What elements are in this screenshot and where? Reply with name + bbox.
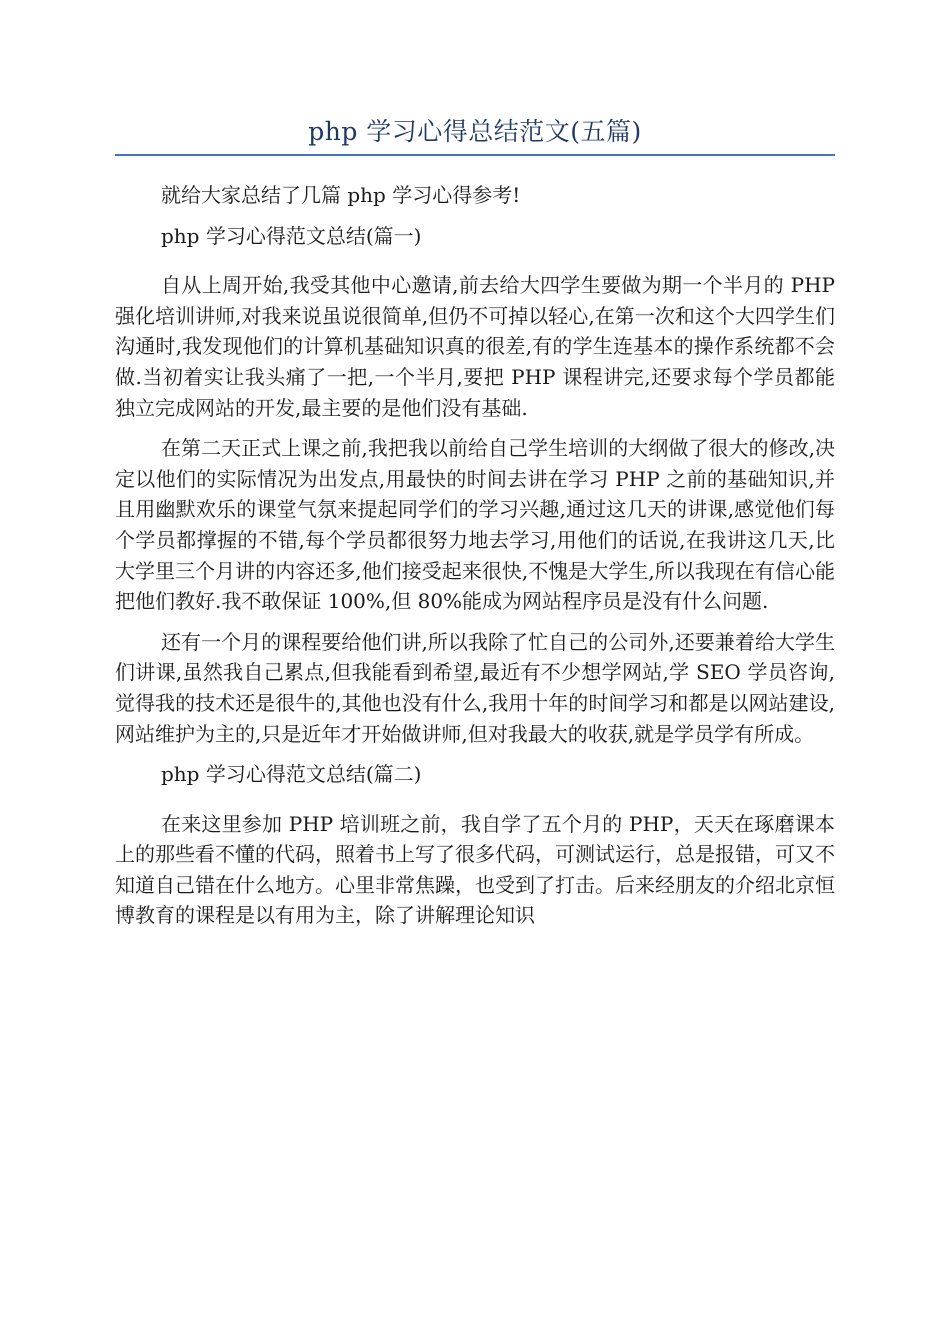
title-underline bbox=[115, 154, 835, 156]
document-body bbox=[115, 180, 835, 941]
body-paragraph: 在第二天正式上课之前,我把我以前给自己学生培训的大纲做了很大的修改,决定以他们的实际情况为出发点,用最快的时间去讲在学习 PHP 之前的基础知识,并且用幽默欢乐的课堂气氛来提起同学们的学习兴趣,通过这几天的讲课,感觉他们每个学员都撑握的不错,每个学员都很努力地去学习,用他们的话说,在我讲这几天,比大学里三个月讲的内容还多,他们接受起来很快,不愧是大学生,所以我现在有信心能把他们教好.我不敢保证 100%,但 80%能成为网站程序员是没有什么问题. bbox=[115, 436, 835, 614]
body-paragraph: 自从上周开始,我受其他中心邀请,前去给大四学生要做为期一个半月的 PHP 强化培训讲师,对我来说虽说很简单,但仍不可掉以轻心,在第一次和这个大四学生们沟通时,我发现他们的计算机基础知识真的很差,有的学生连基本的操作系统都不会做.当初着实让我头痛了一把,一个半月,要把 PHP 课程讲完,还要求每个学员都能独立完成网站的开发,最主要的是他们没有基础. bbox=[115, 273, 835, 420]
document-title: php 学习心得总结范文(五篇) bbox=[308, 117, 642, 146]
section-heading-part-two: php 学习心得范文总结(篇二) bbox=[161, 762, 422, 787]
section-heading-part-one: php 学习心得范文总结(篇一) bbox=[161, 223, 422, 248]
body-paragraph: 在来这里参加 PHP 培训班之前，我自学了五个月的 PHP，天天在琢磨课本上的那些看不懂的代码，照着书上写了很多代码，可测试运行，总是报错，可又不知道自己错在什么地方。心里非常焦躁，也受到了打击。后来经朋友的介绍北京恒博教育的课程是以有用为主，除了讲解理论知识 bbox=[115, 811, 835, 928]
intro-paragraph: 就给大家总结了几篇 php 学习心得参考! bbox=[161, 183, 521, 207]
body-paragraph: 还有一个月的课程要给他们讲,所以我除了忙自己的公司外,还要兼着给大学生们讲课,虽然我自己累点,但我能看到希望,最近有不少想学网站,学 SEO 学员咨询,觉得我的技术还是很牛的,其他也没有什么,我用十年的时间学习和都是以网站建设,网站维护为主的,只是近年才开始做讲师,但对我最大的收获,就是学员学有所成。 bbox=[115, 629, 835, 746]
